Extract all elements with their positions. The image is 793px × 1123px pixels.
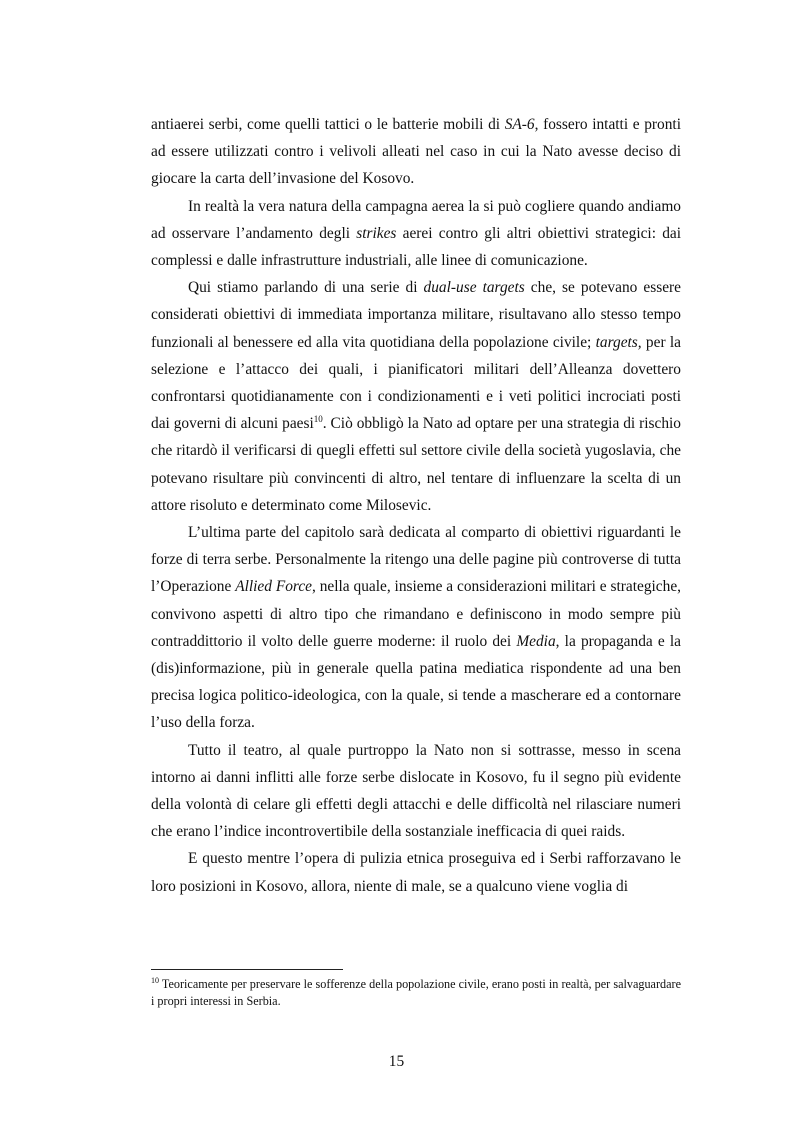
paragraph-1: antiaerei serbi, come quelli tattici o le batterie mobili di SA-6, fossero intatti e pronti ad essere utilizzati contro i velivoli alleati nel caso in cui la Nato avesse deciso di giocare la carta dell’invasione del Kosovo. xyxy=(151,116,681,188)
paragraph-6: E questo mentre l’opera di pulizia etnica proseguiva ed i Serbi rafforzavano le loro posizioni in Kosovo, allora, niente di male, se a qualcuno viene voglia di xyxy=(151,850,681,895)
footnote-number: 10 xyxy=(151,976,159,985)
paragraph-4: L’ultima parte del capitolo sarà dedicata al comparto di obiettivi riguardanti le forze di terra serbe. Personalmente la ritengo una delle pagine più controverse di tutta l’Operazione Allied Force, nella quale, insieme a considerazioni militari e strategiche, convivono aspetti di altro tipo che rimandano e definiscono in modo sempre più contraddittorio il volto delle guerre moderne: il ruolo dei Media, la propaganda e la (dis)informazione, più in generale quella patina mediatica rispondente ad una ben precisa logica politico-ideologica, con la quale, si tende a mascherare ed a contornare l’uso della forza. xyxy=(151,524,681,732)
paragraph-2: In realtà la vera natura della campagna aerea la si può cogliere quando andiamo ad osservare l’andamento degli strikes aerei contro gli altri obiettivi strategici: dai complessi e dalle infrastrutture industriali, alle linee di comunicazione. xyxy=(151,197,681,270)
footnote-reference[interactable]: 10 xyxy=(313,414,323,425)
footnote xyxy=(151,976,681,1009)
paragraph-5: Tutto il teatro, al quale purtroppo la Nato non si sottrasse, messo in scena intorno ai danni inflitti alle forze serbe dislocate in Kosovo, fu il segno più evidente della volontà di celare gli effetti degli attacchi e delle difficoltà nel rilasciare numeri che erano l’indice incontrovertibile della sostanziale inefficacia di quei raids. xyxy=(151,741,681,841)
paragraph-3: Qui stiamo parlando di una serie di dual-use targets che, se potevano essere considerati obiettivi di immediata importanza militare, risultavano allo stesso tempo funzionali al benessere ed alla vita quotidiana della popolazione civile; targets, per la selezione e l’attacco dei quali, i pianificatori militari dell’Alleanza dovettero confrontarsi quotidianamente con i condizionamenti e i veti politici incrociati posti dai governi di alcuni paesi$^{10}$. Ciò obbligò la Nato ad optare per una strategia di rischio che ritardò il verificarsi di quegli effetti sul settore civile della società yugoslavia, che potevano risultare più convincenti di altro, nel tentare di influenzare la scelta di un attore risoluto e determinato come Milosevic. xyxy=(151,279,681,514)
footnote-separator xyxy=(151,969,343,970)
footnote-text: Teoricamente per preservare le sofferenze della popolazione civile, erano posti in realtà, per salvaguardare i propri interessi in Serbia. xyxy=(151,977,681,1008)
page-number: 15 xyxy=(388,1053,405,1070)
body-text xyxy=(151,111,681,900)
